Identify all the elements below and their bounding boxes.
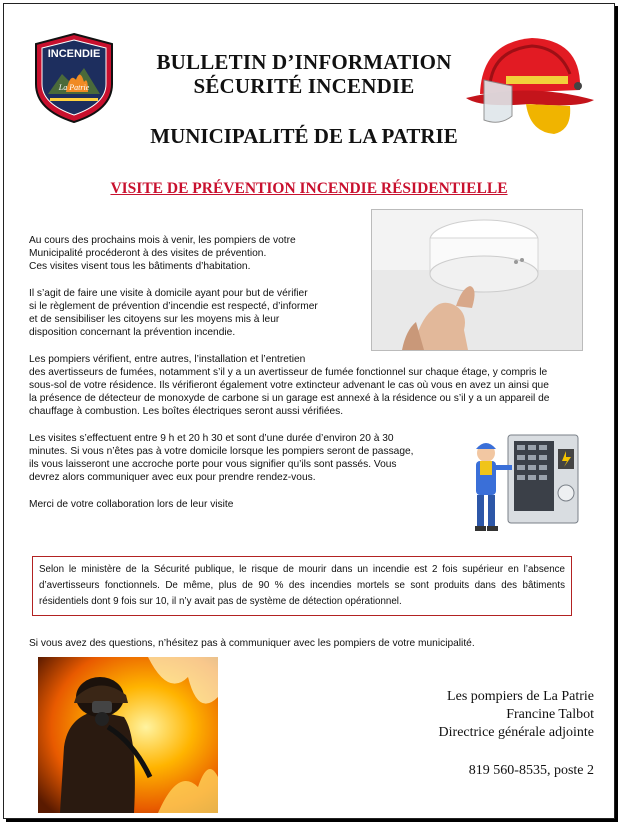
- section-title: VISITE DE PRÉVENTION INCENDIE RÉSIDENTIELLE: [110, 180, 508, 197]
- statistics-box: Selon le ministère de la Sécurité publique, le risque de mourir dans un incendie est 2 fois supérieur en l’absence d’avertisseurs fonctionnels. De même, plus de 90 % des incendies mortels se sont produits dans des bâtiments résidentiels dont 9 fois sur 10, il n’y avait pas de système de détection opérationnel.: [32, 556, 572, 616]
- signature-line-2: Francine Talbot: [506, 707, 594, 722]
- paragraph-verifications: [29, 353, 594, 418]
- text-line: Les visites s’effectuent entre 9 h et 20 h 30 et sont d’une durée d’environ 20 à 30: [29, 433, 394, 444]
- text-line: Ces visites visent tous les bâtiments d’habitation.: [29, 261, 251, 272]
- signature-line-1: Les pompiers de La Patrie: [447, 689, 594, 704]
- paragraph-purpose: [29, 287, 594, 339]
- title-line-2: SÉCURITÉ INCENDIE: [193, 74, 415, 98]
- text-line: minutes. Si vous n’êtes pas à votre domicile lorsque les pompiers seront de passage,: [29, 446, 414, 457]
- text-line: chauffage à combustion. Les boîtes électriques seront aussi vérifiées.: [29, 406, 344, 417]
- text-line: Il s’agit de faire une visite à domicile ayant pour but de vérifier: [29, 288, 308, 299]
- electrician-panel-illustration: [464, 431, 584, 536]
- bulletin-page: [3, 3, 615, 819]
- text-line: ils vous laisseront une accroche porte pour vous signifier qu’ils sont passés. Vous: [29, 459, 397, 470]
- text-line: la présence de détecteur de monoxyde de carbone si un garage est annexé à la résidence ou s’il y a un appareil de: [29, 393, 550, 404]
- text-line: Municipalité procéderont à des visites de prévention.: [29, 248, 267, 259]
- paragraph-intro: [29, 234, 594, 273]
- signature-line-3: Directrice générale adjointe: [438, 725, 594, 740]
- text-line: si le règlement de prévention d’incendie est respecté, d’informer: [29, 301, 318, 312]
- firefighter-helmet-photo: [460, 24, 598, 142]
- text-line: disposition concernant la prévention incendie.: [29, 327, 236, 338]
- text-line: sous-sol de votre résidence. Ils vérifieront également votre extincteur advenant le cas où vous en avez un ainsi que: [29, 380, 549, 391]
- text-line: Au cours des prochains mois à venir, les pompiers de votre: [29, 235, 296, 246]
- signature-block: [404, 688, 594, 742]
- bulletin-title: [134, 50, 474, 98]
- text-line: des avertisseurs de fumées, notamment s’il y a un avertisseur de fumée fonctionnel sur chaque étage, y compris le: [29, 367, 548, 378]
- firefighter-fire-photo: [38, 657, 218, 813]
- text-line: Merci de votre collaboration lors de leur visite: [29, 499, 234, 510]
- incendie-badge-logo: [32, 32, 116, 124]
- contact-question: Si vous avez des questions, n’hésitez pas à communiquer avec les pompiers de votre municipalité.: [29, 638, 475, 649]
- text-line: Les pompiers vérifient, entre autres, l’installation et l’entretien: [29, 354, 306, 365]
- logo-top-text: INCENDIE: [47, 48, 101, 60]
- municipality-title: MUNICIPALITÉ DE LA PATRIE: [150, 124, 458, 148]
- logo-town-text: La Patrie: [58, 83, 90, 92]
- title-line-1: BULLETIN D’INFORMATION: [156, 50, 452, 74]
- text-line: et de sensibiliser les citoyens sur les moyens mis à leur: [29, 314, 280, 325]
- phone-number: 819 560-8535, poste 2: [468, 763, 594, 778]
- text-line: devrez alors communiquer avec eux pour prendre rendez-vous.: [29, 472, 316, 483]
